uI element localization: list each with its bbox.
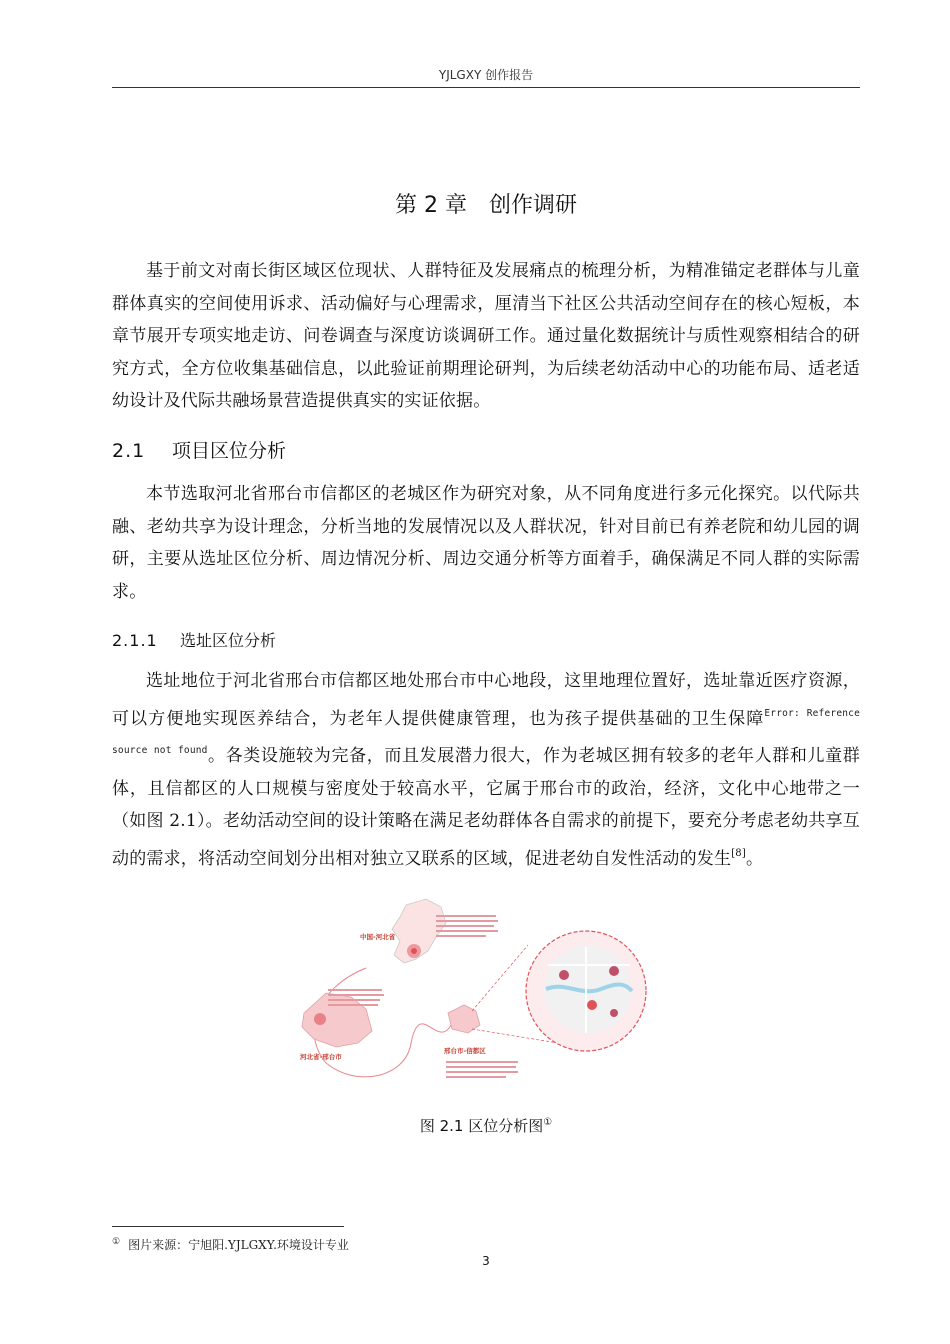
figure-caption-note: ① [543, 1117, 553, 1128]
location-map-illustration [296, 893, 656, 1093]
figure-caption [112, 1115, 860, 1136]
description-text-block [446, 1061, 518, 1078]
paragraph-text-1: 选址地位于河北省邢台市信都区地处邢台市中心地段，这里地理位置好，选址靠近医疗资源，可以方便地实现医养结合，为老年人提供健康管理，也为孩子提供基础的卫生保障 [112, 671, 860, 729]
zoom-line [472, 945, 528, 1011]
label-china-hebei: 中国-河北省 [360, 933, 396, 941]
poi-marker [559, 970, 569, 980]
citation-mark: [8] [731, 847, 746, 859]
footnote-text: 图片来源：宁旭阳.YJLGXY.环境设计专业 [128, 1238, 349, 1252]
location-marker-dot [411, 948, 417, 954]
poi-marker [609, 966, 619, 976]
header-rule [112, 87, 860, 88]
district-marker [314, 1013, 326, 1025]
zoom-map-area [544, 945, 632, 1033]
label-hebei-xingtai: 河北省-邢台市 [300, 1053, 342, 1061]
label-xingtai-xindu: 邢台市-信都区 [444, 1047, 486, 1055]
page-header: YJLGXY 创作报告 [438, 68, 534, 82]
section-heading [112, 436, 286, 463]
section-number: 2.1 [112, 440, 146, 462]
chapter-heading [112, 188, 860, 219]
footnote-mark: ① [112, 1237, 121, 1247]
site-marker [587, 1000, 597, 1010]
subsection-number: 2.1.1 [112, 631, 158, 650]
reference-error: Error: Reference source not found [112, 707, 860, 756]
location-analysis-figure [296, 893, 656, 1093]
section-paragraph: 本节选取河北省邢台市信都区的老城区作为研究对象，从不同角度进行多元化探究。以代际共融、老幼共享为设计理念，分析当地的发展情况以及人群状况，针对目前已有养老院和幼儿园的调研，主要从选址区位分析、周边情况分析、周边交通分析等方面着手，确保满足不同人群的实际需求。 [112, 484, 860, 602]
chapter-number: 第 2 章 [395, 193, 467, 218]
subsection-paragraph [112, 665, 860, 875]
intro-paragraph: 基于前文对南长街区域区位现状、人群特征及发展痛点的梳理分析，为精准锚定老群体与儿童群体真实的空间使用诉求、活动偏好与心理需求，厘清当下社区公共活动空间存在的核心短板，本章节展开专项实地走访、问卷调查与深度访谈调研工作。通过量化数据统计与质性观察相结合的研究方式，全方位收集基础信息，以此验证前期理论研判，为后续老幼活动中心的功能布局、适老适幼设计及代际共融场景营造提供真实的实证依据。 [112, 261, 860, 411]
chapter-title: 创作调研 [488, 193, 577, 218]
paragraph-text-3: 。 [745, 848, 764, 869]
xingtai-city-shape [302, 993, 372, 1047]
footnote [112, 1236, 349, 1253]
figure-caption-text: 图 2.1 区位分析图 [419, 1117, 544, 1135]
footnote-rule [112, 1226, 344, 1227]
description-text-block [436, 915, 498, 937]
xindu-district-shape [448, 1005, 480, 1033]
page-number: 3 [482, 1254, 490, 1268]
poi-marker [610, 1009, 618, 1017]
subsection-heading [112, 628, 276, 651]
section-title: 项目区位分析 [172, 440, 287, 462]
subsection-title: 选址区位分析 [180, 631, 277, 650]
paragraph-text-2: 。各类设施较为完备，而且发展潜力很大，作为老城区拥有较多的老年人群和儿童群体，且信都区的人口规模与密度处于较高水平，它属于邢台市的政治，经济，文化中心地带之一（如图 2.1）。老幼活动空间的设计策略在满足老幼群体各自需求的前提下，要充分考虑老幼共享互动的需求，将活动空间划分出相对独立又联系的区域，促进老幼自发性活动的发生 [112, 746, 860, 869]
